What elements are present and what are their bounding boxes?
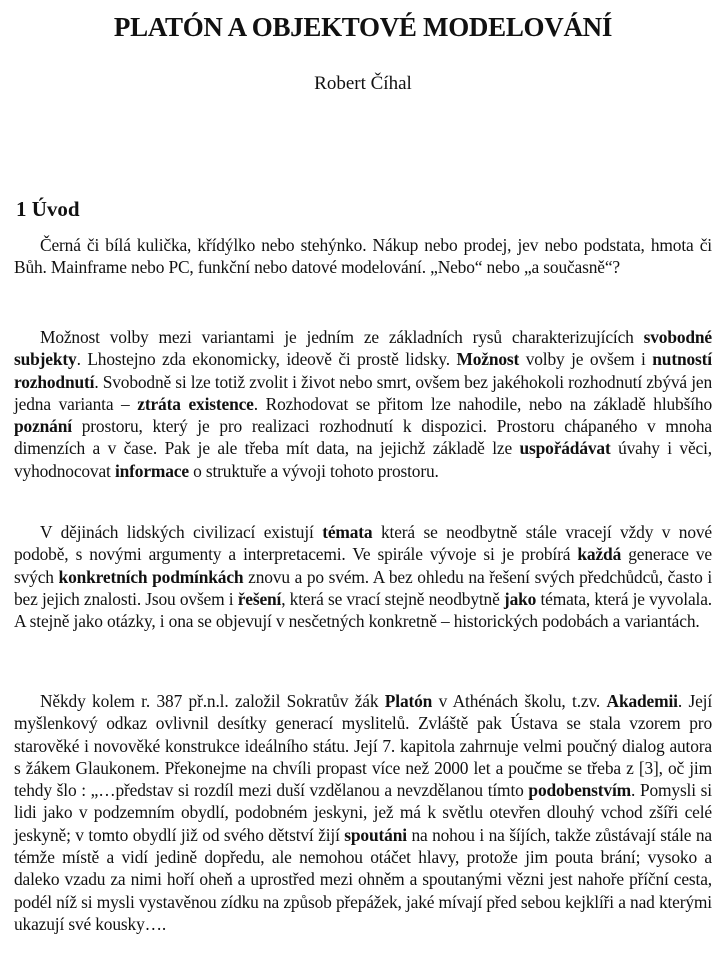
emphasized-term: každá <box>577 544 622 565</box>
text-run: na nohou i na šíjích, takže zůstávají stále na témže místě a vidí jedině dopředu, ale nemohou otáčet hlavy, protože jim pouta brání; vysoko a daleko vzadu za nimi hoří oheň a uprostřed mezi ohněm a spoutanými vězni jest nahoře příční cesta, podél níž si mysli vystavěnou zídku na způsob přepážek, jaké mívají před sebou kejklíři a nad kterými ukazují své kousky…. <box>14 824 712 934</box>
text-run: . Pomysli si lidi jako v podzemním obydlí, podobném jeskyni, jež má k světlu otevřen dlouhý vchod zšíři celé jeskyně; v tomto obydlí již od svého dětství žijí <box>14 780 712 845</box>
text-run: volby je ovšem i <box>519 349 653 370</box>
text-run: generace ve svých <box>14 544 712 587</box>
text-run: v Athénách školu, t.zv. <box>432 691 607 711</box>
text-run: Černá či bílá kulička, křídýlko nebo stehýnko. Nákup nebo prodej, jev nebo podstata, hmota či Bůh. Mainframe nebo PC, funkční nebo datové modelování. „Nebo“ nebo „a současně“? <box>14 235 712 278</box>
emphasized-term: spoutáni <box>344 824 407 845</box>
emphasized-term: svobodné subjekty <box>14 327 712 370</box>
emphasized-term: poznání <box>14 416 72 437</box>
text-run: Možnost volby mezi variantami je jedním ze základních rysů charakterizujících <box>40 327 644 347</box>
emphasized-term: témata <box>322 522 373 542</box>
text-run: prostoru, který je pro realizaci rozhodnutí k dispozici. Prostoru chápaného v mnoha dimenzích a v čase. Pak je ale třeba mít data, na jejichž základě lze <box>14 416 712 459</box>
text-run: , která se vrací stejně neodbytně <box>281 588 504 609</box>
text-run: Někdy kolem r. 387 př.n.l. založil Sokratův žák <box>40 691 385 711</box>
emphasized-term: řešení <box>237 588 282 609</box>
paragraph-plato <box>14 690 712 935</box>
section-heading: 1 Úvod <box>16 197 80 221</box>
emphasized-term: Platón <box>384 691 433 711</box>
emphasized-term: ztráta existence <box>137 393 254 414</box>
text-run: . Svobodně si lze totiž zvolit i život nebo smrt, ovšem bez jakéhokoli rozhodnutí zbývá jen jedna varianta – <box>14 371 712 414</box>
text-run: o struktuře a vývoji tohoto prostoru. <box>188 460 439 481</box>
text-run: . Její myšlenkový odkaz ovlivnil desítky generací myslitelů. Zvláště pak Ústava se stala vzorem pro starověké i novověké konstrukce ideálního státu. Její 7. kapitola zahrnuje velmi poučný dialog autora s žákem Glaukonem. Překonejme na chvíli propast více než 2000 let a poučme se třeba z [3], oč jim tehdy šlo : „…představ si rozdíl mezi duší vzdělanou a nevzdělanou tímto <box>14 691 712 801</box>
emphasized-term: konkretních podmínkách <box>58 566 244 587</box>
emphasized-term: jako <box>503 588 537 609</box>
emphasized-term: Možnost <box>456 349 520 370</box>
text-run: . Lhostejno zda ekonomicky, ideově či prostě lidsky. <box>76 349 457 370</box>
paragraph-choice <box>14 326 712 482</box>
text-run: V dějinách lidských civilizací existují <box>40 522 323 542</box>
text-run: která se neodbytně stále vracejí vždy v nové podobě, s novými argumenty a interpretacemi. Ve spirále vývoje si je probírá <box>14 522 712 565</box>
emphasized-term: informace <box>114 460 189 481</box>
text-run: . Rozhodovat se přitom lze nahodile, nebo na základě hlubšího <box>253 393 712 414</box>
emphasized-term: uspořádávat <box>519 438 611 459</box>
emphasized-term: nutností rozhodnutí <box>14 349 712 392</box>
document-title: PLATÓN A OBJEKTOVÉ MODELOVÁNÍ <box>113 12 613 42</box>
text-run: úvahy i věci, vyhodnocovat <box>14 438 712 481</box>
text-run: témata, která je vyvolala. A stejně jako otázky, i ona se objevují v nesčetných konkretně – historických podobách a variantách. <box>14 588 712 632</box>
author-name: Robert Číhal <box>314 73 412 94</box>
text-run: znovu a po svém. A bez ohledu na řešení svých předchůdců, často i bez jejich znalosti. Jsou ovšem i <box>14 566 713 609</box>
emphasized-term: Akademii <box>606 691 678 711</box>
paragraph-intro <box>14 234 712 279</box>
emphasized-term: podobenstvím <box>528 780 631 801</box>
paragraph-themes <box>14 521 712 632</box>
